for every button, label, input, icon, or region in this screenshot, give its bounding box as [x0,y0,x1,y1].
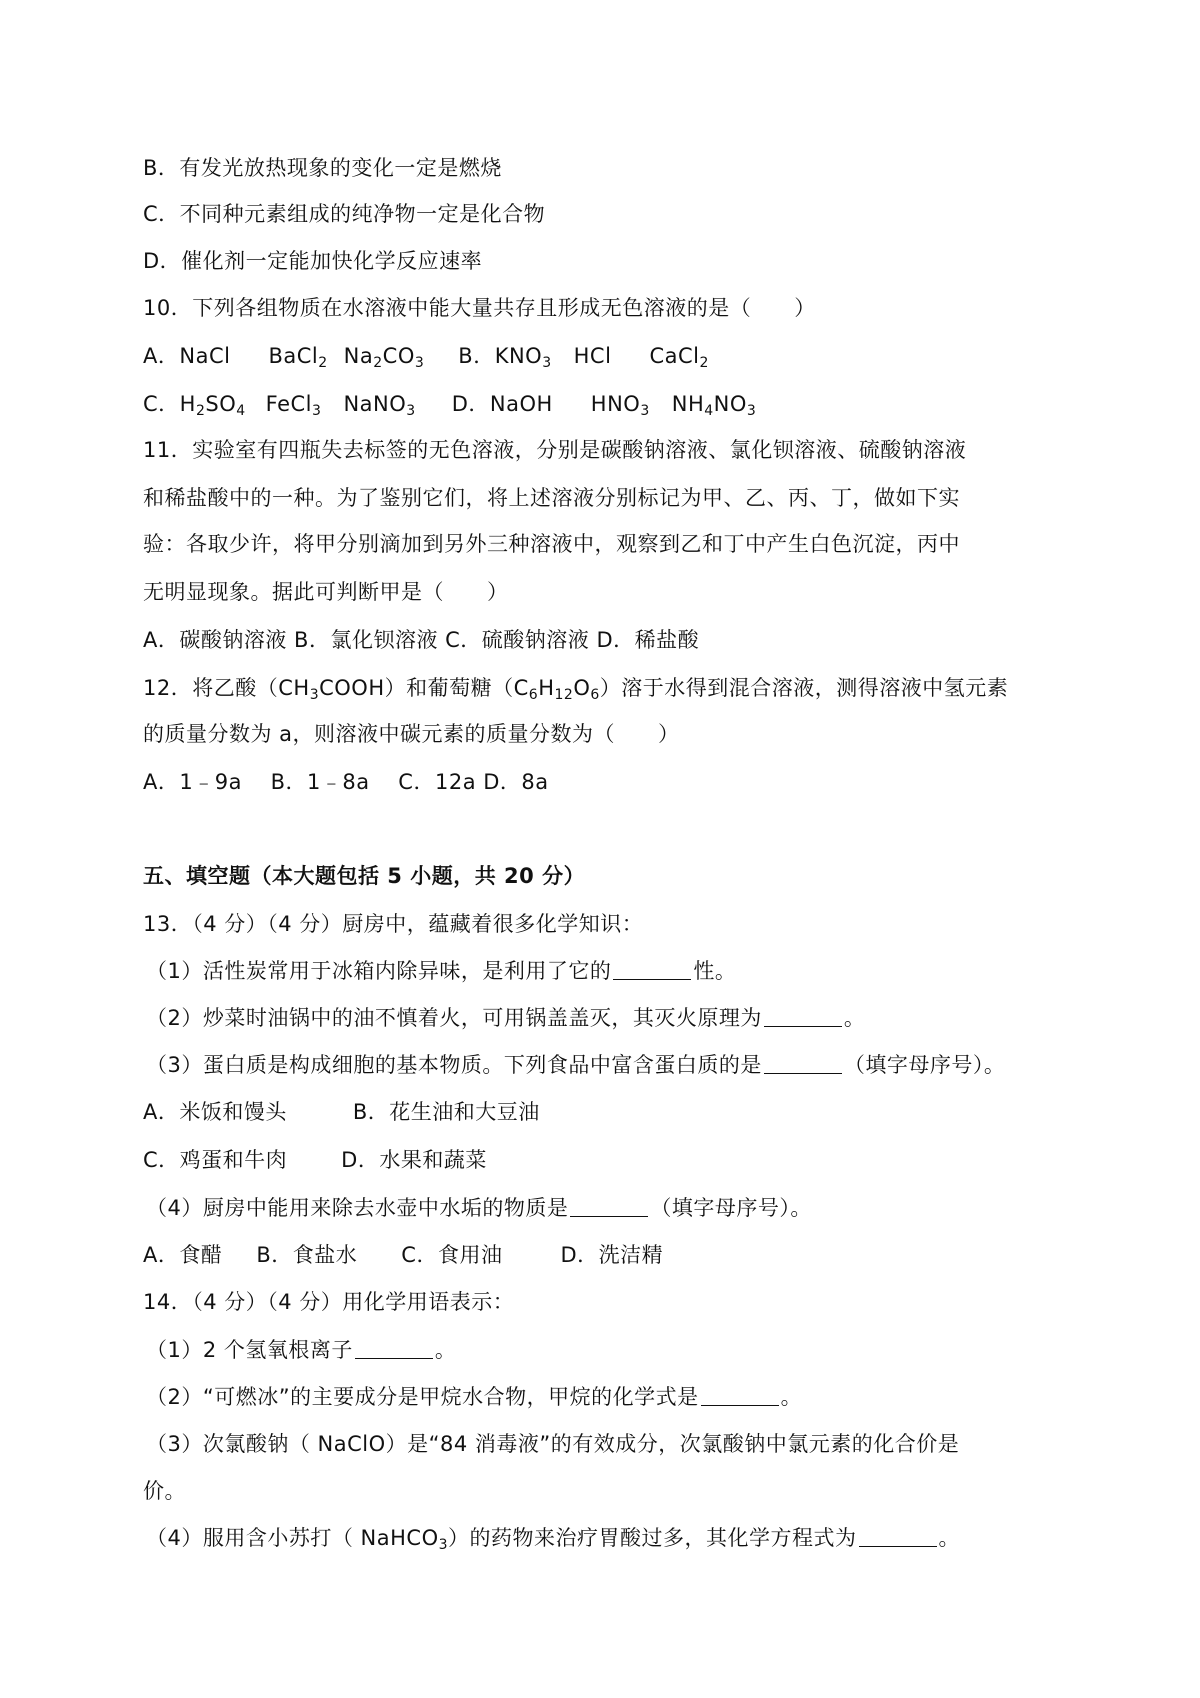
q11-line-2: 和稀盐酸中的一种。为了鉴别它们，将上述溶液分别标记为甲、乙、丙、丁，做如下实 [143,486,960,510]
q10-options-ab: A．NaCl BaCl$_2$ $Na_2CO_3$ B．$KNO_3$ HCl CaCl$_2$ [143,344,709,371]
q13-part-4 [146,1194,812,1222]
q10-options-cd: C．$H_2SO_4$ FeCl$_3$ NaNO$_3$ D．NaOH $HNO_3$ $NH_4NO_3$ [143,392,757,419]
q14-stem: 14．（4 分）（4 分）用化学用语表示： [143,1290,515,1314]
q13-p4-option-c: C．食用油 [401,1243,503,1267]
q13-p1-text: （1）活性炭常用于冰箱内除异味，是利用了它的 [146,959,612,983]
q9-option-d: D．催化剂一定能加快化学反应速率 [143,249,483,273]
q14-p4-text-a: （4）服用含小苏打（ NaHCO [146,1526,439,1550]
q14-part-3-line-1: （3）次氯酸钠（ NaClO）是“84 消毒液”的有效成分，次氯酸钠中氯元素的化合价是 [146,1432,960,1456]
q14-part-4: （4）服用含小苏打（ NaHCO$_3$）的药物来治疗胃酸过多，其化学方程式为 。 [146,1526,961,1553]
q13-p4-options [143,1241,663,1269]
answer-blank[interactable] [764,1006,842,1027]
q10-option-d-label: D． [451,392,490,416]
q14-part-3-line-2: 价。 [143,1479,186,1503]
q12-text-c: ）溶于水得到混合溶液，测得溶液中氢元素 [599,676,1009,700]
q13-p1-suffix: 性。 [693,959,737,983]
q12-text-b: COOH）和葡萄糖（C [319,676,529,700]
q14-part-2 [146,1383,802,1411]
q14-part-1 [146,1336,456,1364]
q13-stem: 13．（4 分）（4 分）厨房中，蕴藏着很多化学知识： [143,912,644,936]
answer-blank[interactable] [859,1526,937,1547]
q13-p4-text: （4）厨房中能用来除去水壶中水垢的物质是 [146,1196,569,1220]
q10-stem: 10．下列各组物质在水溶液中能大量共存且形成无色溶液的是（ ） [143,296,816,320]
q13-p2-suffix: 。 [843,1006,866,1030]
q12-line-1: 12．将乙酸$(CH_3COOH)$和葡萄糖$(C_6H_{12}O_6)$溶于水得到混合溶液，测得溶液中氢元素 [143,676,1009,703]
q11-line-3: 验：各取少许，将甲分别滴加到另外三种溶液中，观察到乙和丁中产生白色沉淀，丙中 [143,532,960,556]
q13-part-1 [146,957,736,985]
q14-p1-suffix: 。 [434,1338,457,1362]
q12-line-2: 的质量分数为 a，则溶液中碳元素的质量分数为（ ） [143,722,680,746]
q13-p2-text: （2）炒菜时油锅中的油不慎着火，可用锅盖盖灭，其灭火原理为 [146,1006,762,1030]
answer-blank[interactable] [764,1053,842,1074]
q13-part-3 [146,1051,1005,1079]
answer-blank[interactable] [570,1196,648,1217]
q14-p2-text: （2）“可燃冰”的主要成分是甲烷水合物，甲烷的化学式是 [146,1385,699,1409]
q13-p3-text: （3）蛋白质是构成细胞的基本物质。下列食品中富含蛋白质的是 [146,1053,762,1077]
q13-p4-option-b: B．食盐水 [256,1243,358,1267]
q14-p4-suffix: 。 [938,1526,961,1550]
q14-p4-text-b: ）的药物来治疗胃酸过多，其化学方程式为 [448,1526,857,1550]
q13-p4-suffix: （填字母序号）。 [650,1196,812,1220]
answer-blank[interactable] [355,1338,433,1359]
q11-line-1: 11．实验室有四瓶失去标签的无色溶液，分别是碳酸钠溶液、氯化钡溶液、硫酸钠溶液 [143,438,967,462]
q12-options: A．1﹣9a B．1﹣8a C．12a D．8a [143,770,549,794]
q13-p3-suffix: （填字母序号）。 [843,1053,1006,1077]
q10-option-a-label: A． [143,344,180,368]
q13-p3-option-c: C．鸡蛋和牛肉 [143,1148,288,1172]
q14-p2-suffix: 。 [780,1385,803,1409]
answer-blank[interactable] [701,1385,779,1406]
q13-p3-option-b: B．花生油和大豆油 [352,1100,540,1124]
q14-p1-text: （1）2 个氢氧根离子 [146,1338,353,1362]
q13-part-2 [146,1004,865,1032]
q13-p3-option-a: A．米饭和馒头 [143,1100,287,1124]
section-heading: 五、填空题（本大题包括 5 小题，共 20 分） [143,864,586,888]
q13-p4-option-d: D．洗洁精 [560,1243,664,1267]
q13-p4-option-a: A．食醋 [143,1243,223,1267]
q13-p3-option-d: D．水果和蔬菜 [341,1148,487,1172]
q13-p3-options-cd [143,1146,487,1174]
q12-text-a: 12．将乙酸（CH [143,676,310,700]
q10-option-b-label: B． [458,344,495,368]
q13-p3-options-ab [143,1098,540,1126]
q9-option-c: C．不同种元素组成的纯净物一定是化合物 [143,202,546,226]
q9-option-b: B．有发光放热现象的变化一定是燃烧 [143,156,502,180]
q11-line-4: 无明显现象。据此可判断甲是（ ） [143,580,509,604]
answer-blank[interactable] [613,959,691,980]
q11-options: A．碳酸钠溶液 B．氯化钡溶液 C．硫酸钠溶液 D．稀盐酸 [143,628,700,652]
q10-option-c-label: C． [143,392,180,416]
